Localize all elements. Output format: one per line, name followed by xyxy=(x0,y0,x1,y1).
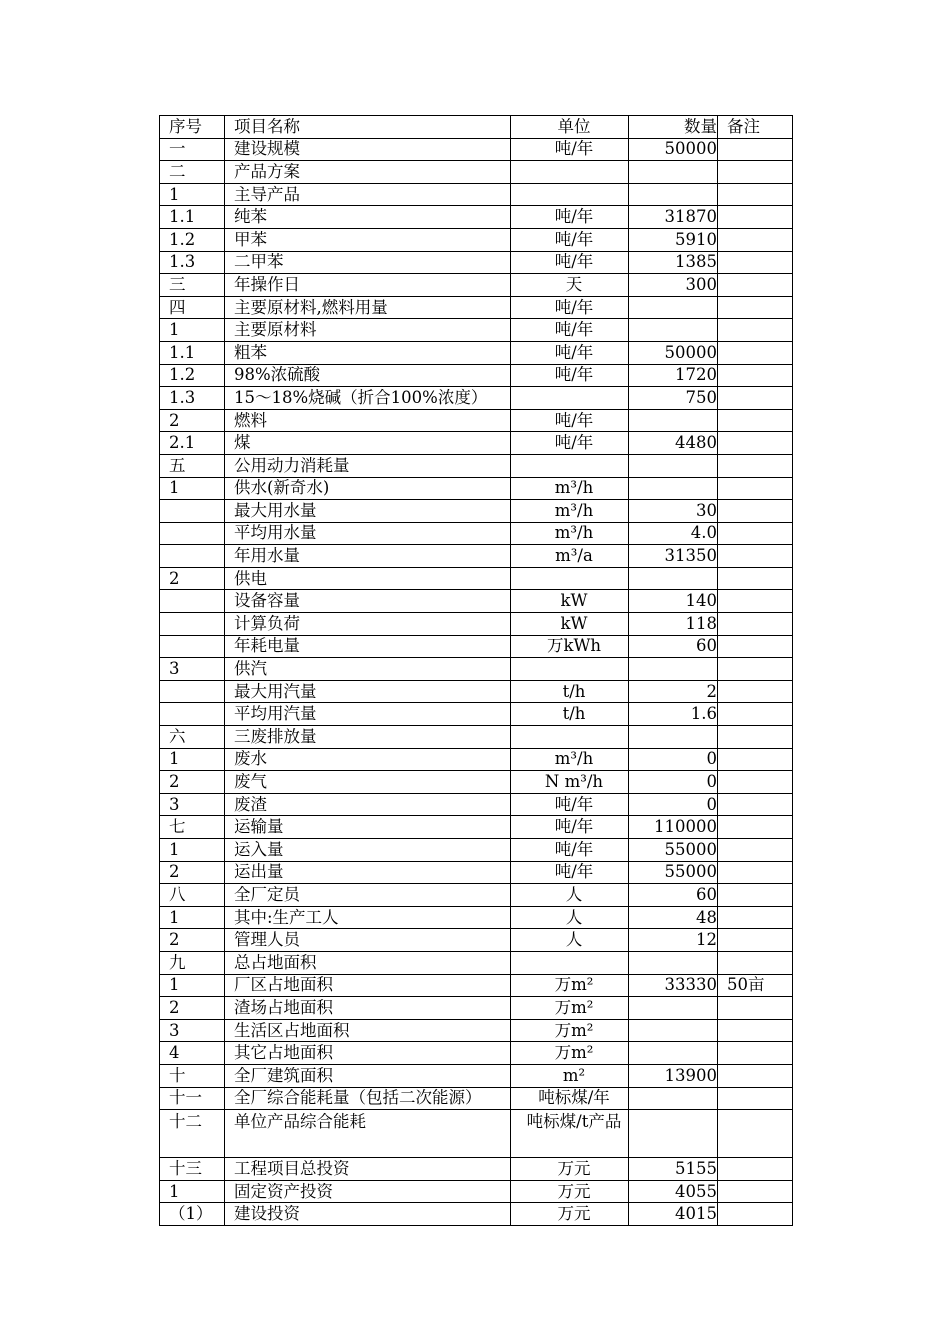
cell-note xyxy=(718,748,793,771)
cell-qty xyxy=(629,319,718,342)
cell-unit xyxy=(511,183,629,206)
cell-note xyxy=(718,387,793,410)
cell-note xyxy=(718,477,793,500)
table-body xyxy=(160,138,793,1225)
cell-no: 3 xyxy=(160,658,225,681)
cell-note xyxy=(718,319,793,342)
cell-no: 2 xyxy=(160,997,225,1020)
cell-name: 计算负荷 xyxy=(225,613,511,636)
table-row xyxy=(160,477,793,500)
cell-name: 运输量 xyxy=(225,816,511,839)
table-row xyxy=(160,296,793,319)
cell-unit: 吨/年 xyxy=(511,206,629,229)
table-row xyxy=(160,228,793,251)
cell-unit: 吨标煤/t产品 xyxy=(511,1110,629,1158)
cell-no: 2 xyxy=(160,409,225,432)
cell-qty: 13900 xyxy=(629,1064,718,1087)
cell-note: 50亩 xyxy=(718,974,793,997)
cell-note xyxy=(718,703,793,726)
table-row xyxy=(160,545,793,568)
cell-unit: 吨/年 xyxy=(511,816,629,839)
cell-unit: kW xyxy=(511,590,629,613)
cell-qty: 55000 xyxy=(629,861,718,884)
table-row xyxy=(160,680,793,703)
table-row xyxy=(160,1087,793,1110)
cell-note xyxy=(718,884,793,907)
cell-name: 年耗电量 xyxy=(225,635,511,658)
cell-no: 1.2 xyxy=(160,364,225,387)
cell-unit: 吨/年 xyxy=(511,861,629,884)
cell-name: 单位产品综合能耗 xyxy=(225,1110,511,1158)
cell-qty: 31870 xyxy=(629,206,718,229)
cell-name: 供电 xyxy=(225,567,511,590)
cell-no: 1.3 xyxy=(160,251,225,274)
cell-unit: 天 xyxy=(511,274,629,297)
table-row xyxy=(160,1158,793,1181)
cell-no: 十 xyxy=(160,1064,225,1087)
table-row xyxy=(160,884,793,907)
table-row xyxy=(160,635,793,658)
table-header-row xyxy=(160,116,793,139)
cell-unit xyxy=(511,951,629,974)
cell-no: （1） xyxy=(160,1203,225,1226)
cell-name: 运入量 xyxy=(225,839,511,862)
cell-unit xyxy=(511,454,629,477)
cell-note xyxy=(718,296,793,319)
table-row xyxy=(160,951,793,974)
cell-name: 主导产品 xyxy=(225,183,511,206)
cell-name: 废水 xyxy=(225,748,511,771)
cell-qty: 4015 xyxy=(629,1203,718,1226)
cell-unit xyxy=(511,567,629,590)
cell-unit: 万m² xyxy=(511,997,629,1020)
cell-unit: 吨标煤/年 xyxy=(511,1087,629,1110)
cell-note xyxy=(718,861,793,884)
cell-no xyxy=(160,680,225,703)
cell-qty xyxy=(629,567,718,590)
cell-name: 三废排放量 xyxy=(225,726,511,749)
cell-no: 1.1 xyxy=(160,341,225,364)
cell-no: 十三 xyxy=(160,1158,225,1181)
cell-note xyxy=(718,138,793,161)
cell-qty: 140 xyxy=(629,590,718,613)
cell-unit: 人 xyxy=(511,929,629,952)
cell-note xyxy=(718,906,793,929)
cell-qty: 300 xyxy=(629,274,718,297)
table-row xyxy=(160,364,793,387)
table-row xyxy=(160,974,793,997)
table-row xyxy=(160,590,793,613)
cell-no: 二 xyxy=(160,161,225,184)
cell-name: 粗苯 xyxy=(225,341,511,364)
cell-unit: m² xyxy=(511,1064,629,1087)
table-row xyxy=(160,319,793,342)
cell-name: 平均用水量 xyxy=(225,522,511,545)
cell-no xyxy=(160,613,225,636)
cell-note xyxy=(718,635,793,658)
cell-name: 其它占地面积 xyxy=(225,1042,511,1065)
cell-no: 2.1 xyxy=(160,432,225,455)
cell-qty: 60 xyxy=(629,884,718,907)
cell-note xyxy=(718,1203,793,1226)
table-row xyxy=(160,454,793,477)
cell-no: 五 xyxy=(160,454,225,477)
cell-note xyxy=(718,793,793,816)
cell-name: 固定资产投资 xyxy=(225,1180,511,1203)
cell-qty xyxy=(629,951,718,974)
cell-name: 二甲苯 xyxy=(225,251,511,274)
cell-note xyxy=(718,1064,793,1087)
cell-qty: 750 xyxy=(629,387,718,410)
table-row xyxy=(160,906,793,929)
cell-unit: 万m² xyxy=(511,1042,629,1065)
cell-note xyxy=(718,1042,793,1065)
cell-unit: 吨/年 xyxy=(511,341,629,364)
cell-name: 产品方案 xyxy=(225,161,511,184)
cell-name: 渣场占地面积 xyxy=(225,997,511,1020)
cell-no: 三 xyxy=(160,274,225,297)
cell-note xyxy=(718,432,793,455)
table-row xyxy=(160,522,793,545)
cell-note xyxy=(718,183,793,206)
cell-unit: 吨/年 xyxy=(511,839,629,862)
cell-qty: 110000 xyxy=(629,816,718,839)
cell-qty: 1385 xyxy=(629,251,718,274)
table-row xyxy=(160,138,793,161)
cell-name: 废气 xyxy=(225,771,511,794)
table-row xyxy=(160,726,793,749)
cell-note xyxy=(718,545,793,568)
cell-note xyxy=(718,726,793,749)
table-row xyxy=(160,1042,793,1065)
cell-note xyxy=(718,500,793,523)
table-row xyxy=(160,251,793,274)
cell-no: 1.3 xyxy=(160,387,225,410)
cell-name: 其中:生产工人 xyxy=(225,906,511,929)
table-row xyxy=(160,771,793,794)
cell-name: 厂区占地面积 xyxy=(225,974,511,997)
cell-name: 供汽 xyxy=(225,658,511,681)
cell-unit: N m³/h xyxy=(511,771,629,794)
cell-no: 一 xyxy=(160,138,225,161)
cell-name: 甲苯 xyxy=(225,228,511,251)
cell-no: 八 xyxy=(160,884,225,907)
cell-qty xyxy=(629,1042,718,1065)
cell-qty: 5910 xyxy=(629,228,718,251)
cell-note xyxy=(718,454,793,477)
cell-note xyxy=(718,274,793,297)
cell-no xyxy=(160,590,225,613)
cell-unit xyxy=(511,161,629,184)
cell-unit: m³/h xyxy=(511,748,629,771)
cell-unit: m³/h xyxy=(511,522,629,545)
cell-note xyxy=(718,567,793,590)
cell-no: 十一 xyxy=(160,1087,225,1110)
cell-unit xyxy=(511,387,629,410)
table-row xyxy=(160,567,793,590)
cell-note xyxy=(718,206,793,229)
cell-unit: m³/h xyxy=(511,500,629,523)
table-row xyxy=(160,861,793,884)
cell-no: 4 xyxy=(160,1042,225,1065)
table-row xyxy=(160,1110,793,1158)
cell-name: 燃料 xyxy=(225,409,511,432)
cell-name: 最大用水量 xyxy=(225,500,511,523)
cell-name: 生活区占地面积 xyxy=(225,1019,511,1042)
cell-qty xyxy=(629,726,718,749)
cell-unit: 吨/年 xyxy=(511,432,629,455)
cell-qty: 4055 xyxy=(629,1180,718,1203)
cell-qty: 50000 xyxy=(629,341,718,364)
cell-unit: 吨/年 xyxy=(511,364,629,387)
table-row xyxy=(160,409,793,432)
table-row xyxy=(160,839,793,862)
cell-unit: 吨/年 xyxy=(511,251,629,274)
cell-qty: 12 xyxy=(629,929,718,952)
cell-unit: 万元 xyxy=(511,1158,629,1181)
cell-name: 建设规模 xyxy=(225,138,511,161)
cell-no xyxy=(160,500,225,523)
cell-no: 1 xyxy=(160,906,225,929)
cell-no: 1.1 xyxy=(160,206,225,229)
cell-unit: 吨/年 xyxy=(511,228,629,251)
cell-no: 1.2 xyxy=(160,228,225,251)
cell-qty: 31350 xyxy=(629,545,718,568)
table-row xyxy=(160,613,793,636)
cell-note xyxy=(718,161,793,184)
header-qty: 数量 xyxy=(629,116,718,139)
cell-qty: 48 xyxy=(629,906,718,929)
cell-unit: 万元 xyxy=(511,1203,629,1226)
cell-no: 2 xyxy=(160,771,225,794)
cell-name: 供水(新奇水) xyxy=(225,477,511,500)
table-row xyxy=(160,183,793,206)
table-row xyxy=(160,658,793,681)
cell-name: 设备容量 xyxy=(225,590,511,613)
cell-name: 全厂定员 xyxy=(225,884,511,907)
header-no: 序号 xyxy=(160,116,225,139)
cell-name: 年用水量 xyxy=(225,545,511,568)
cell-no xyxy=(160,703,225,726)
cell-qty: 4.0 xyxy=(629,522,718,545)
cell-note xyxy=(718,1110,793,1158)
cell-name: 主要原材料 xyxy=(225,319,511,342)
table-row xyxy=(160,997,793,1020)
cell-qty xyxy=(629,454,718,477)
cell-name: 最大用汽量 xyxy=(225,680,511,703)
table-row xyxy=(160,1019,793,1042)
cell-no: 1 xyxy=(160,183,225,206)
cell-qty: 118 xyxy=(629,613,718,636)
header-unit: 单位 xyxy=(511,116,629,139)
cell-name: 平均用汽量 xyxy=(225,703,511,726)
cell-unit: 人 xyxy=(511,884,629,907)
cell-no: 九 xyxy=(160,951,225,974)
cell-name: 建设投资 xyxy=(225,1203,511,1226)
cell-qty xyxy=(629,658,718,681)
table-row xyxy=(160,748,793,771)
cell-name: 全厂综合能耗量（包括二次能源） xyxy=(225,1087,511,1110)
cell-note xyxy=(718,341,793,364)
cell-note xyxy=(718,590,793,613)
cell-qty: 1720 xyxy=(629,364,718,387)
table-row xyxy=(160,1064,793,1087)
cell-qty xyxy=(629,296,718,319)
cell-no: 1 xyxy=(160,748,225,771)
cell-no: 六 xyxy=(160,726,225,749)
table-row xyxy=(160,816,793,839)
cell-name: 纯苯 xyxy=(225,206,511,229)
table-row xyxy=(160,793,793,816)
header-note: 备注 xyxy=(718,116,793,139)
cell-unit: 万元 xyxy=(511,1180,629,1203)
cell-note xyxy=(718,251,793,274)
cell-unit: t/h xyxy=(511,680,629,703)
cell-qty xyxy=(629,1019,718,1042)
header-name: 项目名称 xyxy=(225,116,511,139)
cell-qty: 60 xyxy=(629,635,718,658)
cell-no: 2 xyxy=(160,861,225,884)
cell-unit: 吨/年 xyxy=(511,793,629,816)
cell-unit: m³/h xyxy=(511,477,629,500)
cell-qty: 1.6 xyxy=(629,703,718,726)
cell-no: 2 xyxy=(160,929,225,952)
cell-name: 年操作日 xyxy=(225,274,511,297)
cell-note xyxy=(718,228,793,251)
cell-note xyxy=(718,1180,793,1203)
cell-name: 全厂建筑面积 xyxy=(225,1064,511,1087)
cell-qty: 0 xyxy=(629,793,718,816)
cell-note xyxy=(718,816,793,839)
cell-qty xyxy=(629,409,718,432)
table-row xyxy=(160,432,793,455)
cell-name: 煤 xyxy=(225,432,511,455)
cell-name: 工程项目总投资 xyxy=(225,1158,511,1181)
cell-note xyxy=(718,929,793,952)
cell-note xyxy=(718,1019,793,1042)
cell-note xyxy=(718,1087,793,1110)
cell-name: 总占地面积 xyxy=(225,951,511,974)
cell-note xyxy=(718,364,793,387)
cell-no: 1 xyxy=(160,477,225,500)
cell-no xyxy=(160,635,225,658)
cell-unit xyxy=(511,658,629,681)
cell-no xyxy=(160,545,225,568)
cell-note xyxy=(718,839,793,862)
cell-name: 废渣 xyxy=(225,793,511,816)
cell-unit: 吨/年 xyxy=(511,296,629,319)
cell-name: 98%浓硫酸 xyxy=(225,364,511,387)
cell-unit: t/h xyxy=(511,703,629,726)
cell-no: 1 xyxy=(160,319,225,342)
cell-qty xyxy=(629,161,718,184)
cell-name: 主要原材料,燃料用量 xyxy=(225,296,511,319)
table-row xyxy=(160,703,793,726)
table-row xyxy=(160,1203,793,1226)
cell-name: 15～18%烧碱（折合100%浓度） xyxy=(225,387,511,410)
table-row xyxy=(160,500,793,523)
cell-no: 十二 xyxy=(160,1110,225,1158)
cell-unit: 吨/年 xyxy=(511,319,629,342)
cell-unit: 吨/年 xyxy=(511,409,629,432)
cell-no: 3 xyxy=(160,1019,225,1042)
cell-note xyxy=(718,997,793,1020)
cell-unit xyxy=(511,726,629,749)
cell-note xyxy=(718,409,793,432)
cell-no: 七 xyxy=(160,816,225,839)
cell-note xyxy=(718,680,793,703)
table-row xyxy=(160,387,793,410)
cell-name: 运出量 xyxy=(225,861,511,884)
cell-qty: 0 xyxy=(629,771,718,794)
cell-unit: 万m² xyxy=(511,974,629,997)
cell-qty: 2 xyxy=(629,680,718,703)
cell-note xyxy=(718,1158,793,1181)
cell-no: 3 xyxy=(160,793,225,816)
cell-note xyxy=(718,613,793,636)
cell-no: 1 xyxy=(160,974,225,997)
cell-unit: kW xyxy=(511,613,629,636)
cell-qty xyxy=(629,997,718,1020)
table-row xyxy=(160,929,793,952)
cell-qty: 30 xyxy=(629,500,718,523)
project-indicator-table xyxy=(159,115,793,1226)
table-row xyxy=(160,161,793,184)
cell-qty xyxy=(629,1087,718,1110)
cell-unit: 万m² xyxy=(511,1019,629,1042)
cell-qty: 4480 xyxy=(629,432,718,455)
cell-no: 1 xyxy=(160,1180,225,1203)
cell-no xyxy=(160,522,225,545)
cell-no: 1 xyxy=(160,839,225,862)
table-row xyxy=(160,341,793,364)
cell-qty: 55000 xyxy=(629,839,718,862)
cell-qty xyxy=(629,477,718,500)
cell-qty xyxy=(629,1110,718,1158)
table-row xyxy=(160,274,793,297)
cell-note xyxy=(718,658,793,681)
cell-note xyxy=(718,771,793,794)
cell-no: 2 xyxy=(160,567,225,590)
cell-qty: 5155 xyxy=(629,1158,718,1181)
cell-note xyxy=(718,951,793,974)
cell-qty: 50000 xyxy=(629,138,718,161)
cell-unit: 人 xyxy=(511,906,629,929)
cell-qty: 33330 xyxy=(629,974,718,997)
cell-unit: 万kWh xyxy=(511,635,629,658)
cell-no: 四 xyxy=(160,296,225,319)
cell-qty xyxy=(629,183,718,206)
cell-note xyxy=(718,522,793,545)
cell-unit: m³/a xyxy=(511,545,629,568)
table-row xyxy=(160,1180,793,1203)
cell-qty: 0 xyxy=(629,748,718,771)
table-row xyxy=(160,206,793,229)
cell-name: 管理人员 xyxy=(225,929,511,952)
cell-name: 公用动力消耗量 xyxy=(225,454,511,477)
cell-unit: 吨/年 xyxy=(511,138,629,161)
